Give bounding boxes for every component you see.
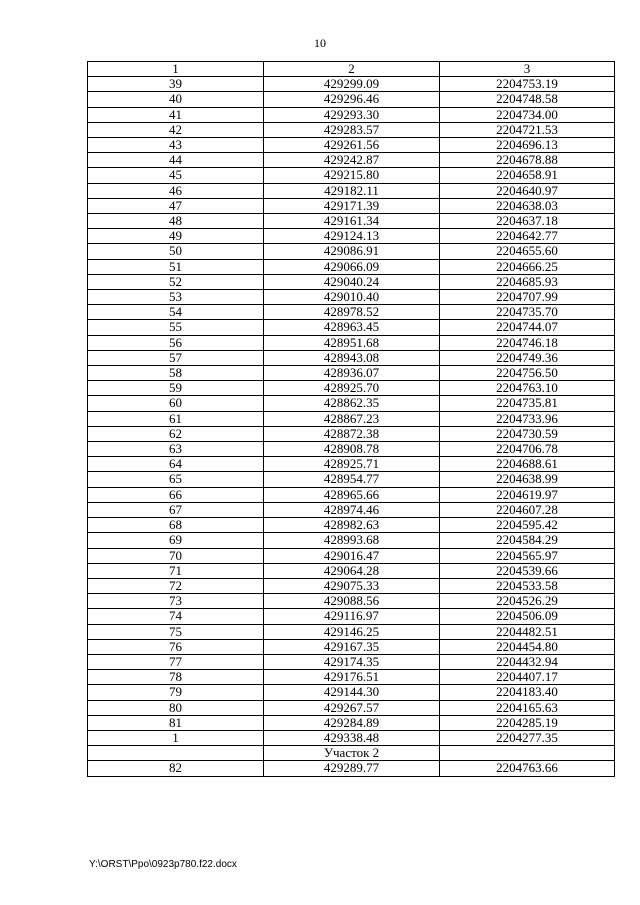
table-row	[88, 685, 615, 700]
y-coordinate-cell: 2204533.58	[440, 578, 615, 593]
table-row	[88, 457, 615, 472]
point-number-cell: 71	[88, 563, 264, 578]
point-number-cell: 78	[88, 670, 264, 685]
y-coordinate-cell: 2204678.88	[440, 153, 615, 168]
x-coordinate-cell: 428993.68	[264, 533, 440, 548]
table-row	[88, 138, 615, 153]
x-coordinate-cell: 429174.35	[264, 654, 440, 669]
x-coordinate-cell: 429010.40	[264, 290, 440, 305]
x-coordinate-cell: 428936.07	[264, 366, 440, 381]
table-row	[88, 153, 615, 168]
x-coordinate-cell: 428872.38	[264, 426, 440, 441]
table-row	[88, 411, 615, 426]
y-coordinate-cell: 2204748.58	[440, 92, 615, 107]
point-number-cell: 62	[88, 426, 264, 441]
x-coordinate-cell: 429144.30	[264, 685, 440, 700]
point-number-cell: 72	[88, 578, 264, 593]
point-number-cell: 39	[88, 77, 264, 92]
table-row	[88, 396, 615, 411]
y-coordinate-cell: 2204285.19	[440, 715, 615, 730]
table-row	[88, 168, 615, 183]
x-coordinate-cell: 429075.33	[264, 578, 440, 593]
table-row	[88, 594, 615, 609]
x-coordinate-cell: 429283.57	[264, 122, 440, 137]
point-number-cell: 40	[88, 92, 264, 107]
table-row	[88, 229, 615, 244]
y-coordinate-cell: 2204454.80	[440, 639, 615, 654]
x-coordinate-cell: 429176.51	[264, 670, 440, 685]
point-number-cell: 43	[88, 138, 264, 153]
point-number-cell: 76	[88, 639, 264, 654]
y-coordinate-cell: 2204744.07	[440, 320, 615, 335]
point-number-cell: 69	[88, 533, 264, 548]
y-coordinate-cell: 2204432.94	[440, 654, 615, 669]
point-number-cell: 73	[88, 594, 264, 609]
point-number-cell	[88, 746, 264, 761]
x-coordinate-cell: 429064.28	[264, 563, 440, 578]
table-row	[88, 290, 615, 305]
x-coordinate-cell: 428862.35	[264, 396, 440, 411]
point-number-cell: 1	[88, 730, 264, 745]
x-coordinate-cell: 429116.97	[264, 609, 440, 624]
y-coordinate-cell: 2204526.29	[440, 594, 615, 609]
table-row	[88, 350, 615, 365]
x-coordinate-cell: 429242.87	[264, 153, 440, 168]
y-coordinate-cell: 2204753.19	[440, 77, 615, 92]
x-coordinate-cell: 429293.30	[264, 107, 440, 122]
table-row	[88, 715, 615, 730]
point-number-cell: 80	[88, 700, 264, 715]
x-coordinate-cell: 429267.57	[264, 700, 440, 715]
y-coordinate-cell: 2204638.99	[440, 472, 615, 487]
table-row	[88, 198, 615, 213]
point-number-cell: 81	[88, 715, 264, 730]
x-coordinate-cell: 429086.91	[264, 244, 440, 259]
y-coordinate-cell: 2204756.50	[440, 366, 615, 381]
point-number-cell: 82	[88, 761, 264, 776]
point-number-cell: 68	[88, 518, 264, 533]
table-row	[88, 381, 615, 396]
x-coordinate-cell: 428908.78	[264, 442, 440, 457]
table-row	[88, 761, 615, 776]
table-row	[88, 92, 615, 107]
coordinates-table	[87, 61, 615, 777]
table-row	[88, 609, 615, 624]
point-number-cell: 50	[88, 244, 264, 259]
y-coordinate-cell: 2204277.35	[440, 730, 615, 745]
y-coordinate-cell: 2204658.91	[440, 168, 615, 183]
x-coordinate-cell: 429261.56	[264, 138, 440, 153]
y-coordinate-cell: 2204619.97	[440, 487, 615, 502]
x-coordinate-cell: 429338.48	[264, 730, 440, 745]
x-coordinate-cell: 429088.56	[264, 594, 440, 609]
y-coordinate-cell: 2204642.77	[440, 229, 615, 244]
y-coordinate-cell: 2204696.13	[440, 138, 615, 153]
point-number-cell: 66	[88, 487, 264, 502]
y-coordinate-cell: 2204183.40	[440, 685, 615, 700]
table-row	[88, 670, 615, 685]
y-coordinate-cell: 2204565.97	[440, 548, 615, 563]
y-coordinate-cell: 2204584.29	[440, 533, 615, 548]
y-coordinate-cell: 2204640.97	[440, 183, 615, 198]
point-number-cell: 51	[88, 259, 264, 274]
x-coordinate-cell: 429167.35	[264, 639, 440, 654]
x-coordinate-cell: 429296.46	[264, 92, 440, 107]
x-coordinate-cell: 428963.45	[264, 320, 440, 335]
x-coordinate-cell: 429066.09	[264, 259, 440, 274]
point-number-cell: 67	[88, 502, 264, 517]
x-coordinate-cell: 428974.46	[264, 502, 440, 517]
x-coordinate-cell: 428965.66	[264, 487, 440, 502]
y-coordinate-cell: 2204706.78	[440, 442, 615, 457]
y-coordinate-cell: 2204539.66	[440, 563, 615, 578]
coordinates-table-body	[88, 62, 615, 777]
point-number-cell: 45	[88, 168, 264, 183]
table-row	[88, 639, 615, 654]
table-row	[88, 244, 615, 259]
y-coordinate-cell: 2204407.17	[440, 670, 615, 685]
point-number-cell: 55	[88, 320, 264, 335]
x-coordinate-cell: 429161.34	[264, 214, 440, 229]
point-number-cell: 65	[88, 472, 264, 487]
table-row	[88, 107, 615, 122]
point-number-cell: 64	[88, 457, 264, 472]
point-number-cell: 57	[88, 350, 264, 365]
y-coordinate-cell: 2204607.28	[440, 502, 615, 517]
x-coordinate-cell: 429016.47	[264, 548, 440, 563]
point-number-cell: 42	[88, 122, 264, 137]
y-coordinate-cell: 2204506.09	[440, 609, 615, 624]
table-row	[88, 700, 615, 715]
table-row	[88, 548, 615, 563]
point-number-cell: 59	[88, 381, 264, 396]
table-row	[88, 518, 615, 533]
table-row	[88, 442, 615, 457]
point-number-cell: 44	[88, 153, 264, 168]
y-coordinate-cell: 2204666.25	[440, 259, 615, 274]
table-row	[88, 366, 615, 381]
point-number-cell: 56	[88, 335, 264, 350]
x-coordinate-cell: 428978.52	[264, 305, 440, 320]
y-coordinate-cell: 2204638.03	[440, 198, 615, 213]
y-coordinate-cell: 2204749.36	[440, 350, 615, 365]
x-coordinate-cell: 429040.24	[264, 274, 440, 289]
table-row	[88, 502, 615, 517]
table-row	[88, 746, 615, 761]
x-coordinate-cell: 429215.80	[264, 168, 440, 183]
x-coordinate-cell: 429289.77	[264, 761, 440, 776]
x-coordinate-cell: 428925.70	[264, 381, 440, 396]
x-coordinate-cell: 428943.08	[264, 350, 440, 365]
x-coordinate-cell: 429146.25	[264, 624, 440, 639]
x-coordinate-cell: 428954.77	[264, 472, 440, 487]
point-number-cell: 61	[88, 411, 264, 426]
point-number-cell: 52	[88, 274, 264, 289]
table-row	[88, 472, 615, 487]
y-coordinate-cell: 2204734.00	[440, 107, 615, 122]
y-coordinate-cell: 2204735.70	[440, 305, 615, 320]
table-row	[88, 730, 615, 745]
y-coordinate-cell: 2204482.51	[440, 624, 615, 639]
point-number-cell: 46	[88, 183, 264, 198]
point-number-cell: 53	[88, 290, 264, 305]
table-header-row	[88, 62, 615, 77]
table-row	[88, 305, 615, 320]
table-row	[88, 335, 615, 350]
x-coordinate-cell: 429182.11	[264, 183, 440, 198]
y-coordinate-cell: 2204688.61	[440, 457, 615, 472]
x-coordinate-cell: 429299.09	[264, 77, 440, 92]
table-row	[88, 274, 615, 289]
point-number-cell: 60	[88, 396, 264, 411]
table-row	[88, 320, 615, 335]
y-coordinate-cell: 2204733.96	[440, 411, 615, 426]
y-coordinate-cell: 2204637.18	[440, 214, 615, 229]
x-coordinate-cell: 429124.13	[264, 229, 440, 244]
x-coordinate-cell: 428951.68	[264, 335, 440, 350]
y-coordinate-cell: 2204763.66	[440, 761, 615, 776]
point-number-cell: 48	[88, 214, 264, 229]
table-row	[88, 122, 615, 137]
x-coordinate-cell: 429284.89	[264, 715, 440, 730]
table-row	[88, 624, 615, 639]
table-row	[88, 259, 615, 274]
table-row	[88, 426, 615, 441]
table-row	[88, 563, 615, 578]
y-coordinate-cell: 2204165.63	[440, 700, 615, 715]
x-coordinate-cell: Участок 2	[264, 746, 440, 761]
y-coordinate-cell: 2204595.42	[440, 518, 615, 533]
point-number-cell: 58	[88, 366, 264, 381]
point-number-cell: 47	[88, 198, 264, 213]
table-row	[88, 183, 615, 198]
y-coordinate-cell: 2204735.81	[440, 396, 615, 411]
point-number-cell: 63	[88, 442, 264, 457]
y-coordinate-cell: 2204707.99	[440, 290, 615, 305]
table-row	[88, 533, 615, 548]
y-coordinate-cell: 2204721.53	[440, 122, 615, 137]
footer-file-path: Y:\ORST\Ppo\0923p780.f22.docx	[89, 859, 237, 870]
header-cell-x: 2	[264, 62, 440, 77]
y-coordinate-cell: 2204730.59	[440, 426, 615, 441]
table-row	[88, 77, 615, 92]
y-coordinate-cell: 2204746.18	[440, 335, 615, 350]
y-coordinate-cell: 2204763.10	[440, 381, 615, 396]
point-number-cell: 70	[88, 548, 264, 563]
point-number-cell: 54	[88, 305, 264, 320]
header-cell-y: 3	[440, 62, 615, 77]
y-coordinate-cell: 2204685.93	[440, 274, 615, 289]
page-number: 10	[314, 36, 326, 50]
x-coordinate-cell: 428867.23	[264, 411, 440, 426]
point-number-cell: 79	[88, 685, 264, 700]
x-coordinate-cell: 428925.71	[264, 457, 440, 472]
point-number-cell: 49	[88, 229, 264, 244]
y-coordinate-cell	[440, 746, 615, 761]
point-number-cell: 75	[88, 624, 264, 639]
header-cell-point: 1	[88, 62, 264, 77]
table-row	[88, 487, 615, 502]
table-row	[88, 654, 615, 669]
point-number-cell: 41	[88, 107, 264, 122]
point-number-cell: 77	[88, 654, 264, 669]
x-coordinate-cell: 428982.63	[264, 518, 440, 533]
point-number-cell: 74	[88, 609, 264, 624]
x-coordinate-cell: 429171.39	[264, 198, 440, 213]
table-row	[88, 578, 615, 593]
table-row	[88, 214, 615, 229]
y-coordinate-cell: 2204655.60	[440, 244, 615, 259]
